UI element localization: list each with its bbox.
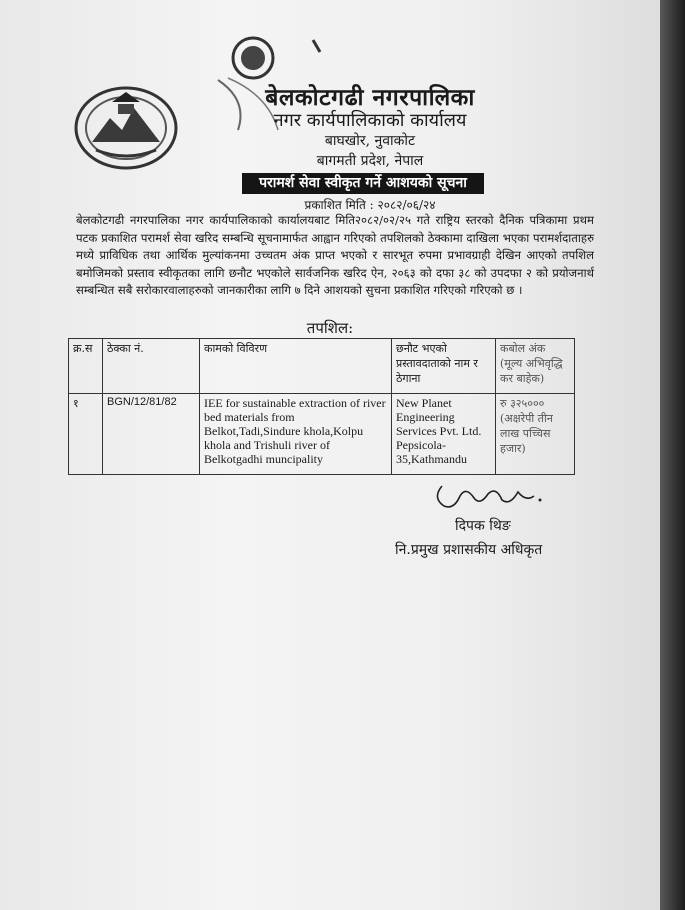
signatory-name: दिपक थिङ	[455, 518, 511, 534]
table-header-row	[69, 339, 575, 394]
header-contract-no: ठेक्का नं.	[103, 339, 200, 394]
municipality-name: बेलकोटगढी नगरपालिका	[265, 84, 475, 111]
office-province: बागमती प्रदेश, नेपाल	[316, 153, 424, 169]
office-location: बाघखोर, नुवाकोट	[324, 133, 416, 149]
cell-description: IEE for sustainable extraction of river bed materials from Belkot,Tadi,Sindure khola,Kolpu khola and Trishuli river of Belkotgadhi muncipality	[200, 394, 392, 475]
notice-title: परामर्श सेवा स्वीकृत गर्ने आशयको सूचना	[242, 173, 484, 194]
header-consultant: छनौट भएको प्रस्तावदाताको नाम र ठेगाना	[392, 339, 496, 394]
page-edge-shadow	[660, 0, 685, 910]
header-sn: क्र.स	[69, 339, 103, 394]
details-table	[68, 338, 575, 475]
header-amount: कबोल अंक (मूल्य अभिवृद्धि कर बाहेक)	[496, 339, 575, 394]
signatory-designation: नि.प्रमुख प्रशासकीय अधिकृत	[395, 542, 543, 558]
office-name: नगर कार्यपालिकाको कार्यालय	[273, 110, 467, 131]
cell-consultant: New Planet Engineering Services Pvt. Ltd. Pepsicola-35,Kathmandu	[392, 394, 496, 475]
municipality-emblem-icon	[72, 80, 180, 172]
table-row	[69, 394, 575, 475]
cell-amount: रु ३२५००० (अक्षरेपी तीन लाख पच्चिस हजार)	[496, 394, 575, 475]
notice-body: बेलकोटगढी नगरपालिका नगर कार्यपालिकाको कार्यालयबाट मिति२०८२/०२/२५ गते राष्ट्रिय स्तरको दैनिक पत्रिकामा प्रथम पटक प्रकाशित परामर्श सेवा खरिद सम्बन्धि सूचनामार्फत आह्वान गरिएको तपशिलको ठेक्कामा दाखिला भएका परामर्शदाताहरु मध्ये प्राविधिक तथा आर्थिक मुल्यांकनमा उच्चतम अंक प्राप्त भएको र सारभूत रुपमा प्रभावग्राही देखिन आएको तपशिल बमोजिमको प्रस्ताव स्वीकृतका लागि छनौट भएकोले सार्वजनिक खरिद ऐन, २०६३ को दफा ३८ को उपदफा २ को प्रयोजनार्थ सम्बन्धित सबै सरोकारवालाहरुको जानकारीका लागि ७ दिने आशयको सुचना प्रकाशित गरिएको गरिएको छ ।	[76, 213, 594, 297]
cell-contract-no: BGN/12/81/82	[103, 394, 200, 475]
signature-icon	[430, 476, 550, 512]
published-date: प्रकाशित मिति : २०८२/०६/२४	[304, 198, 436, 212]
header-description: कामको विविरण	[200, 339, 392, 394]
details-label: तपशिल:	[306, 319, 354, 337]
cell-sn: १	[69, 394, 103, 475]
